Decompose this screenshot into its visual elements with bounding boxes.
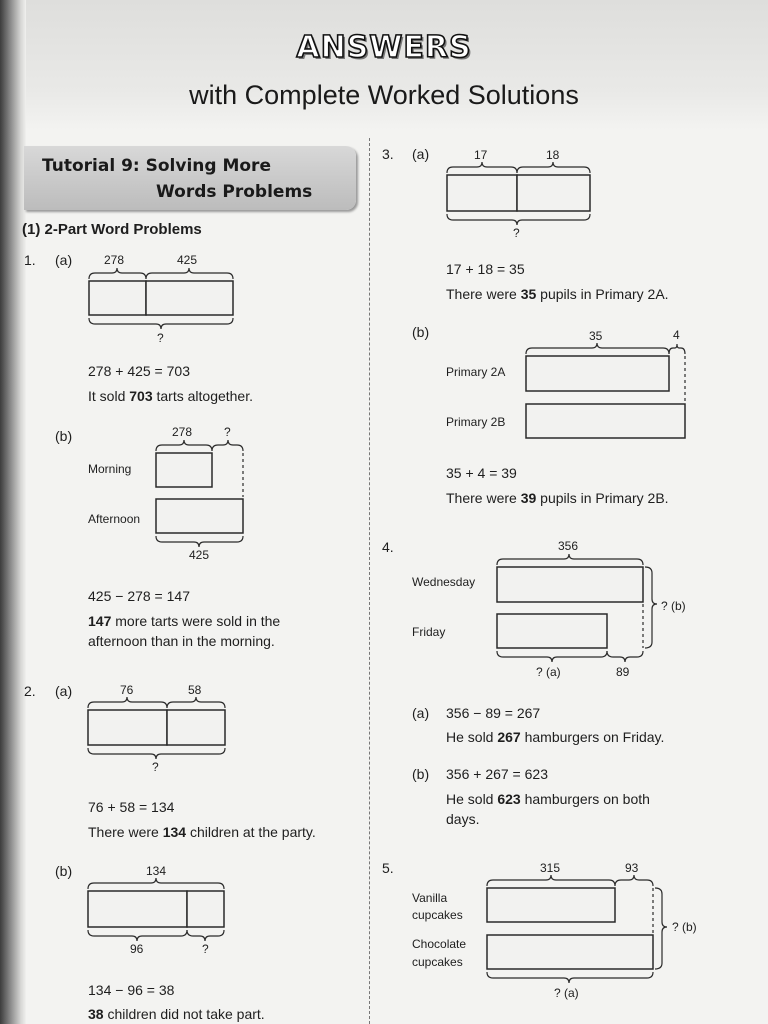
q2b-label: (b) bbox=[55, 863, 73, 879]
q2-number: 2. bbox=[24, 683, 36, 699]
q5-row-vanilla-line2: cupcakes bbox=[412, 908, 463, 922]
q3b-label: (b) bbox=[412, 324, 430, 340]
q5-bar-model bbox=[487, 875, 667, 983]
q1a-answer: It sold 703 tarts altogether. bbox=[88, 388, 254, 404]
q4-row-wednesday: Wednesday bbox=[412, 575, 476, 589]
q4a-answer: He sold 267 hamburgers on Friday. bbox=[446, 729, 665, 745]
q3a-top-left: 17 bbox=[474, 148, 488, 162]
q3b-top-right: 4 bbox=[673, 328, 680, 342]
q4-bar-model bbox=[497, 554, 657, 662]
q1a-equation: 278 + 425 = 703 bbox=[88, 363, 190, 379]
q2b-bottom-left: 96 bbox=[130, 942, 144, 956]
q3b-top-left: 35 bbox=[589, 329, 603, 343]
q4-number: 4. bbox=[382, 539, 394, 555]
q3b-bar-model bbox=[526, 343, 685, 438]
q2b-bottom-right: ? bbox=[202, 942, 209, 956]
q3a-answer: There were 35 pupils in Primary 2A. bbox=[446, 286, 669, 302]
q1a-bottom: ? bbox=[157, 331, 164, 345]
q5-row-chocolate-line1: Chocolate bbox=[412, 937, 467, 951]
q4-top: 356 bbox=[558, 539, 579, 553]
q4b-label: (b) bbox=[412, 766, 430, 782]
q5-row-chocolate-line2: cupcakes bbox=[412, 955, 463, 969]
q4-bottom-right: 89 bbox=[616, 665, 630, 679]
q4-bottom-left: ? (a) bbox=[536, 665, 561, 679]
q4a-equation: 356 − 89 = 267 bbox=[446, 705, 541, 721]
q5-bottom: ? (a) bbox=[554, 986, 579, 1000]
q1b-bar-model bbox=[156, 440, 243, 547]
q2a-equation: 76 + 58 = 134 bbox=[88, 799, 175, 815]
q4-row-friday: Friday bbox=[412, 625, 446, 639]
q1a-bar-model bbox=[89, 268, 233, 329]
q5-top-left: 315 bbox=[540, 861, 561, 875]
q2a-bottom: ? bbox=[152, 760, 159, 774]
q1b-answer-line1: 147 more tarts were sold in the bbox=[88, 613, 281, 629]
q1b-top-right: ? bbox=[224, 425, 231, 439]
page-title: ANSWERS bbox=[296, 30, 472, 65]
q4-side: ? (b) bbox=[661, 599, 686, 613]
q3a-label: (a) bbox=[412, 146, 430, 162]
q5-row-vanilla-line1: Vanilla bbox=[412, 891, 448, 905]
q5-top-right: 93 bbox=[625, 861, 639, 875]
q1-number: 1. bbox=[24, 252, 36, 268]
q2b-equation: 134 − 96 = 38 bbox=[88, 982, 175, 998]
q1b-top-left: 278 bbox=[172, 425, 193, 439]
q2a-top-right: 58 bbox=[188, 683, 202, 697]
section-heading: (1) 2-Part Word Problems bbox=[22, 221, 202, 238]
q3-number: 3. bbox=[382, 146, 394, 162]
q3b-row-primary-2b: Primary 2B bbox=[446, 415, 506, 429]
tutorial-title-line1: Tutorial 9: Solving More bbox=[42, 156, 271, 176]
q1a-label: (a) bbox=[55, 252, 73, 268]
q1a-top-left: 278 bbox=[104, 253, 125, 267]
page-subtitle: with Complete Worked Solutions bbox=[189, 80, 579, 110]
q2a-top-left: 76 bbox=[120, 683, 134, 697]
q3b-equation: 35 + 4 = 39 bbox=[446, 465, 517, 481]
q4b-answer-line2: days. bbox=[446, 811, 480, 827]
q4b-answer-line1: He sold 623 hamburgers on both bbox=[446, 791, 650, 807]
tutorial-title-line2: Words Problems bbox=[156, 182, 313, 202]
q1b-row-afternoon: Afternoon bbox=[88, 512, 141, 526]
q3a-equation: 17 + 18 = 35 bbox=[446, 261, 525, 277]
q4b-equation: 356 + 267 = 623 bbox=[446, 766, 548, 782]
q1b-label: (b) bbox=[55, 428, 73, 444]
q1b-answer-line2: afternoon than in the morning. bbox=[88, 633, 275, 649]
q3a-bottom: ? bbox=[513, 226, 520, 240]
q2b-top: 134 bbox=[146, 864, 167, 878]
q5-number: 5. bbox=[382, 860, 394, 876]
q4a-label: (a) bbox=[412, 705, 430, 721]
q3b-answer: There were 39 pupils in Primary 2B. bbox=[446, 490, 669, 506]
q2a-bar-model bbox=[88, 697, 225, 759]
q3b-row-primary-2a: Primary 2A bbox=[446, 365, 506, 379]
q3a-top-right: 18 bbox=[546, 148, 560, 162]
q2b-answer: 38 children did not take part. bbox=[88, 1006, 265, 1022]
q2b-bar-model bbox=[88, 878, 224, 941]
q1b-row-morning: Morning bbox=[88, 462, 132, 476]
q5-side: ? (b) bbox=[672, 920, 697, 934]
q1a-top-right: 425 bbox=[177, 253, 198, 267]
q1b-bottom: 425 bbox=[189, 548, 210, 562]
q2a-label: (a) bbox=[55, 683, 73, 699]
q1b-equation: 425 − 278 = 147 bbox=[88, 588, 190, 604]
q2a-answer: There were 134 children at the party. bbox=[88, 824, 316, 840]
q3a-bar-model bbox=[447, 162, 590, 225]
